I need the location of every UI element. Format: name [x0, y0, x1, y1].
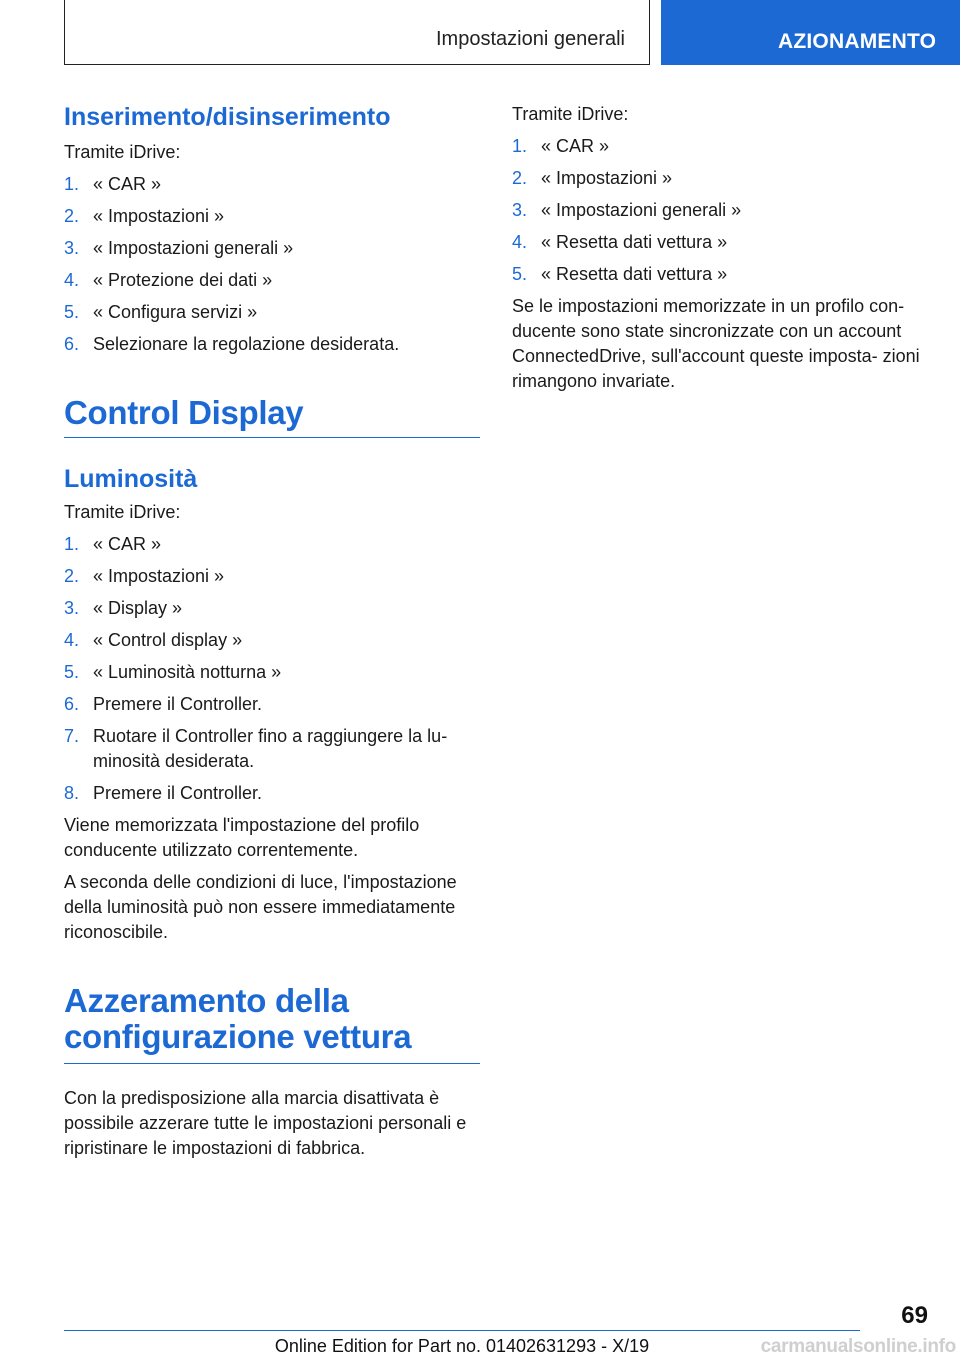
- heading-luminosita: Luminosità: [64, 465, 198, 493]
- list-item: 3. « Impostazioni generali »: [64, 238, 294, 258]
- list-item: 2. « Impostazioni »: [512, 168, 673, 188]
- list-item: 6. Premere il Controller.: [64, 694, 263, 714]
- list-item: 8. Premere il Controller.: [64, 783, 263, 803]
- list-item: 6. Selezionare la regolazione desiderata.: [64, 334, 400, 354]
- right-column: [512, 102, 928, 394]
- body-paragraph: A seconda delle condizioni di luce, l'impostazione della luminosità può non essere immediatamente riconoscibile.: [64, 872, 457, 942]
- intro-text: Tramite iDrive:: [64, 502, 181, 522]
- heading-control-display: Control Display: [64, 394, 304, 431]
- list-item: 2. « Impostazioni »: [64, 566, 225, 586]
- intro-text: Tramite iDrive:: [64, 142, 181, 162]
- heading-azzeramento-line2: configurazione vettura: [64, 1018, 412, 1055]
- header-section-box: [64, 0, 650, 65]
- list-item: 5. « Resetta dati vettura »: [512, 264, 728, 284]
- list-item: 5. « Configura servizi »: [64, 302, 258, 322]
- watermark: carmanualsonline.info: [760, 1336, 956, 1357]
- footer-rule: [64, 1330, 860, 1331]
- list-item: 7. Ruotare il Controller fino a raggiungere la lu‐ minosità desiderata.: [64, 726, 448, 771]
- list-item: 5. « Luminosità notturna »: [64, 662, 282, 682]
- header-section-title: Impostazioni generali: [436, 28, 625, 50]
- header-chapter-tab: [661, 0, 960, 65]
- heading-inserimento: Inserimento/disinserimento: [64, 103, 391, 131]
- list-item: 4. « Control display »: [64, 630, 243, 650]
- steps-list-luminosita: [64, 532, 480, 806]
- steps-list-reset: [512, 134, 928, 287]
- steps-list-inserimento: [64, 172, 480, 357]
- heading-rule: [64, 1063, 480, 1064]
- footer-edition: Online Edition for Part no. 01402631293 - X/19: [274, 1336, 650, 1356]
- heading-rule: [64, 437, 480, 438]
- list-item: 1. « CAR »: [64, 534, 162, 554]
- heading-azzeramento-line1: Azzeramento della: [64, 982, 349, 1019]
- left-column: [64, 100, 480, 1161]
- list-item: 2. « Impostazioni »: [64, 206, 225, 226]
- intro-text: Tramite iDrive:: [512, 104, 629, 124]
- list-item: 3. « Display »: [64, 598, 183, 618]
- header-chapter-label: AZIONAMENTO: [778, 30, 937, 53]
- list-item: 1. « CAR »: [64, 174, 162, 194]
- page-number: 69: [901, 1302, 928, 1329]
- list-item: 4. « Protezione dei dati »: [64, 270, 273, 290]
- list-item: 4. « Resetta dati vettura »: [512, 232, 728, 252]
- body-paragraph: Con la predisposizione alla marcia disattivata è possibile azzerare tutte le impostazioni personali e ripristinare le impostazioni di fabbrica.: [64, 1088, 467, 1158]
- body-paragraph: Viene memorizzata l'impostazione del profilo conducente utilizzato correntemente.: [64, 815, 420, 860]
- list-item: 3. « Impostazioni generali »: [512, 200, 742, 220]
- list-item: 1. « CAR »: [512, 136, 610, 156]
- body-paragraph: Se le impostazioni memorizzate in un profilo con‐ ducente sono state sincronizzate con un account ConnectedDrive, sull'account queste imposta‐ zioni rimangono invariate.: [512, 296, 920, 391]
